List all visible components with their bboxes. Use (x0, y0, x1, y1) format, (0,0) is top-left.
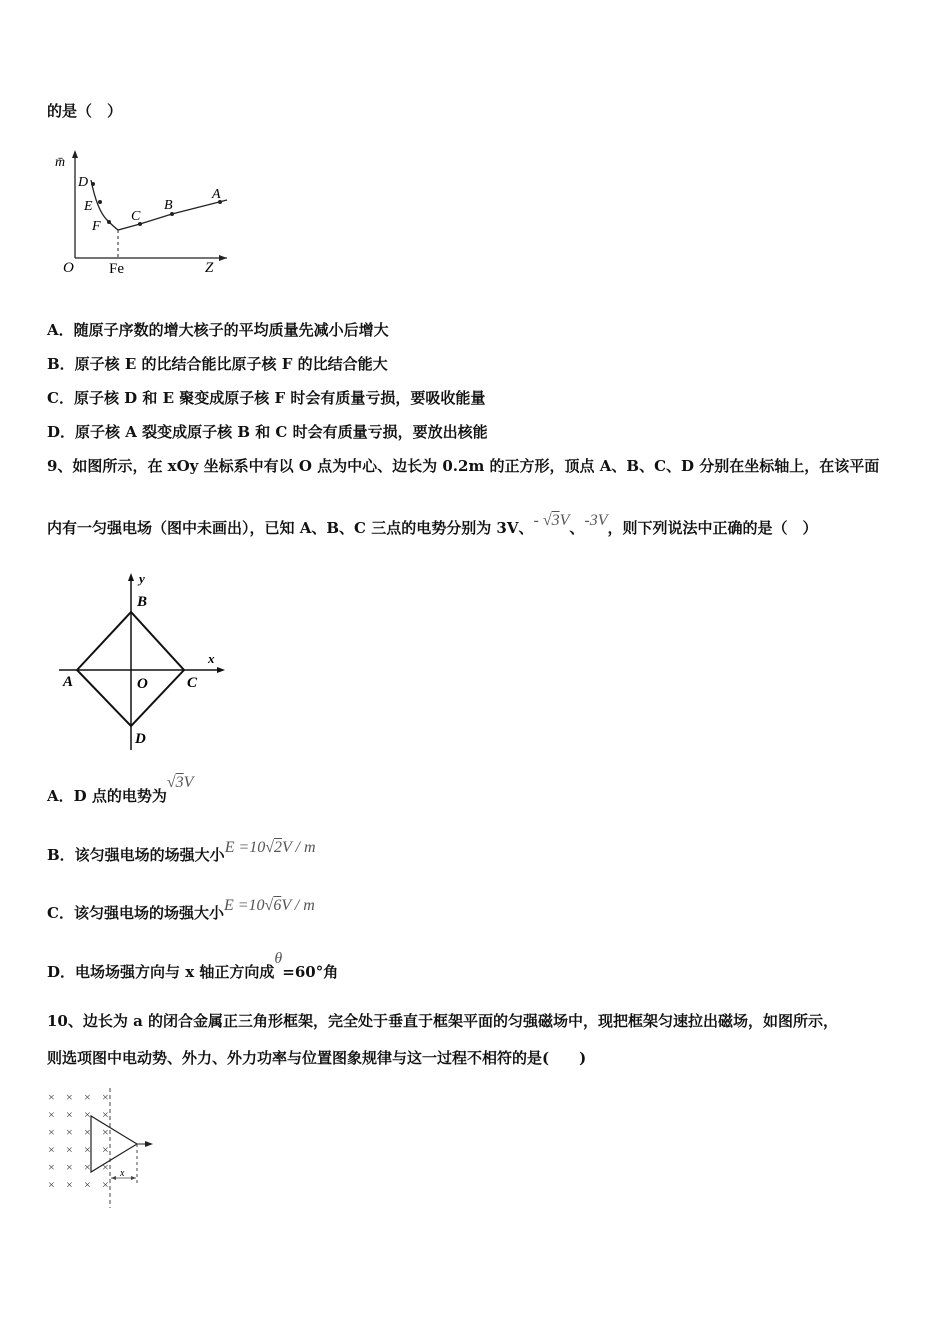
field-cross-mark: × (84, 1142, 91, 1157)
q10-stem-line1: 10、边长为 a 的闭合金属正三角形框架，完全处于垂直于框架平面的匀强磁场中，现把框架匀速拉出磁场，如图所示， (47, 1012, 839, 1030)
field-cross-mark: × (102, 1177, 109, 1192)
field-cross-mark: × (66, 1090, 73, 1104)
field-cross-mark: × (84, 1125, 91, 1139)
q9-stem-text-b: ，则下列说法中正确的是（ ） (607, 519, 818, 537)
field-crosses (48, 1090, 109, 1192)
field-cross-mark: × (84, 1090, 91, 1104)
origin-o-label: O (137, 676, 148, 692)
field-cross-mark: × (48, 1177, 55, 1192)
field-cross-mark: × (48, 1090, 55, 1104)
magnetic-field-diagram (45, 1088, 165, 1210)
question-intro: 的是（ ） (47, 102, 123, 120)
q8-option-b: B．原子核 E 的比结合能比原子核 F 的比结合能大 (47, 355, 388, 373)
field-cross-mark: × (66, 1160, 73, 1174)
q10-stem-line2: 则选项图中电动势、外力、外力功率与位置图象规律与这一过程不相符的是( ) (47, 1049, 587, 1067)
x-label: x (208, 651, 215, 666)
field-cross-mark: × (66, 1142, 73, 1157)
y-axis-label: m̄ (55, 155, 66, 170)
vertex-b-label: B (137, 594, 148, 610)
point-label-f: F (92, 219, 101, 234)
field-strength-b: E =10√2V / m (224, 839, 316, 856)
field-cross-mark: × (84, 1177, 91, 1192)
q9-option-a: A．D 点的电势为√3V (47, 774, 194, 805)
q9-stem-line2: 内有一匀强电场（图中未画出），已知 A、B、C 三点的电势分别为 3V、- √3V、-3V，则下列说法中正确的是（ ） (47, 512, 818, 537)
field-cross-mark: × (48, 1160, 55, 1174)
square-field-diagram (55, 568, 230, 753)
displacement-x-label: x (120, 1168, 125, 1179)
vertex-d-label: D (135, 731, 146, 747)
q9-option-d: D．电场场强方向与 x 轴正方向成θ=60°角 (47, 950, 339, 981)
phi-b-value: - √3V (533, 512, 570, 529)
field-cross-mark: × (66, 1107, 73, 1122)
z-axis-label: Z (205, 260, 214, 276)
point-label-c: C (131, 209, 141, 224)
origin-label: O (63, 260, 74, 276)
fe-label: Fe (109, 261, 124, 277)
vertex-a-label: A (63, 674, 74, 690)
field-cross-mark: × (102, 1107, 109, 1122)
nucleon-mass-graph (55, 148, 245, 278)
field-cross-mark: × (66, 1125, 73, 1139)
q9-option-c: C．该匀强电场的场强大小E =10√6V / m (47, 897, 315, 922)
field-cross-mark: × (48, 1107, 55, 1122)
q8-option-a: A．随原子序数的增大核子的平均质量先减小后增大 (47, 321, 389, 339)
d-potential-value: √3V (166, 774, 194, 791)
q9-stem-text-a: 内有一匀强电场（图中未画出），已知 A、B、C 三点的电势分别为 3V、 (47, 519, 534, 537)
point-label-e: E (84, 199, 93, 214)
y-label: y (139, 571, 145, 586)
theta-symbol: θ (274, 950, 283, 967)
field-cross-mark: × (102, 1125, 109, 1139)
field-cross-mark: × (102, 1160, 109, 1174)
vertex-c-label: C (187, 675, 198, 691)
field-cross-mark: × (102, 1142, 109, 1157)
phi-c-value: -3V (584, 512, 608, 529)
q8-option-c: C．原子核 D 和 E 聚变成原子核 F 时会有质量亏损，要吸收能量 (47, 389, 486, 407)
field-cross-mark: × (48, 1125, 55, 1139)
field-cross-mark: × (102, 1090, 109, 1104)
q9-option-b: B．该匀强电场的场强大小E =10√2V / m (47, 839, 316, 864)
point-label-b: B (164, 198, 173, 213)
field-strength-c: E =10√6V / m (223, 897, 315, 914)
field-cross-mark: × (84, 1107, 91, 1122)
point-label-a: A (212, 187, 221, 202)
q8-option-d: D．原子核 A 裂变成原子核 B 和 C 时会有质量亏损，要放出核能 (47, 423, 488, 441)
field-cross-mark: × (84, 1160, 91, 1174)
field-cross-mark: × (66, 1177, 73, 1192)
field-cross-mark: × (48, 1142, 55, 1157)
point-label-d: D (78, 175, 89, 190)
q9-stem-line1: 9、如图所示，在 xOy 坐标系中有以 O 点为中心、边长为 0.2m 的正方形，顶点 A、B、C、D 分别在坐标轴上，在该平面 (47, 457, 880, 475)
